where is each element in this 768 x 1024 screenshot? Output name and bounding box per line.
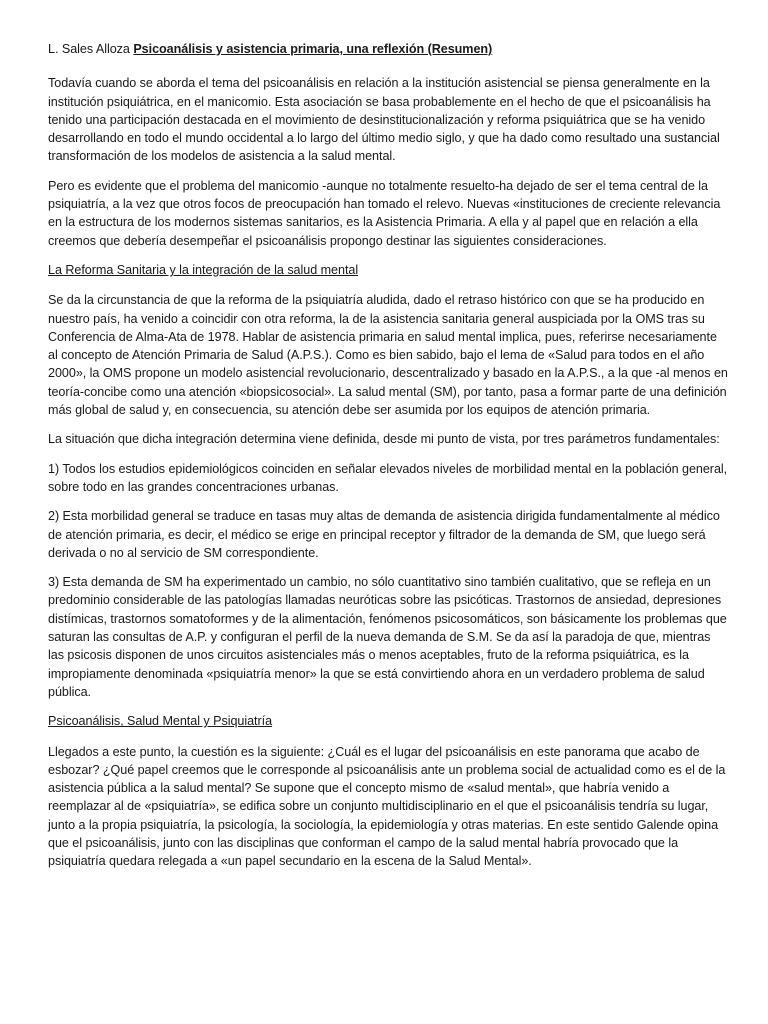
list-item-2: 2) Esta morbilidad general se traduce en tasas muy altas de demanda de asistencia dirigida fundamentalmente al médico de atención primaria, es decir, el médico se erige en principal receptor y filtrador de la demanda de SM, que luego será derivada o no al servicio de SM correspondiente. — [48, 509, 720, 560]
section-heading-psicoanalisis: Psicoanálisis, Salud Mental y Psiquiatría — [48, 714, 273, 729]
paragraph-psicoanalisis: Llegados a este punto, la cuestión es la siguiente: ¿Cuál es el lugar del psicoanálisis en este panorama que acabo de esbozar? ¿Qué papel creemos que le corresponde al psicoanálisis ante un problema social de actualidad como es el de la asistencia pública a la salud mental? Se supone que el concepto mismo de «salud mental», que habría venido a reemplazar al de «psiquiatría», se edifica sobre un conjunto multidisciplinario en el que el psicoanálisis tendría su lugar, junto a la propia psiquiatría, la psicología, la sociología, la epidemiología y otras materias. En este sentido Galende opina que el psicoanálisis, junto con las disciplinas que conforman el campo de la salud mental habría provocado que la psiquiatría quedara relegada a «un papel secundario en la escena de la Salud Mental». — [48, 744, 726, 869]
document-header — [48, 40, 728, 58]
paragraph-intro: Todavía cuando se aborda el tema del psicoanálisis en relación a la institución asistencial se piensa generalmente en la institución psiquiátrica, en el manicomio. Esta asociación se basa probablemente en el hecho de que el psicoanálisis ha tenido una participación destacada en el movimiento de desinstitucionalización y reforma psiquiátrica que se ha venido desarrollando en todo el mundo occidental a lo largo del último medio siglo, y que ha dado como resultado una sustancial transformación de los modelos de asistencia a la salud mental. — [48, 76, 720, 164]
paragraph-parametros: La situación que dicha integración determina viene definida, desde mi punto de vista, por tres parámetros fundamentales: — [48, 432, 720, 447]
paragraph-reforma: Se da la circunstancia de que la reforma de la psiquiatría aludida, dado el retraso histórico con que se ha producido en nuestro país, ha venido a coincidir con otra reforma, la de la asistencia sanitaria general auspiciada por la OMS tras su Conferencia de Alma-Ata de 1978. Hablar de asistencia primaria en salud mental implica, pues, referirse necesariamente al concepto de Atención Primaria de Salud (A.P.S.). Como es bien sabido, bajo el lema de «Salud para todos en el año 2000», la OMS propone un modelo asistencial revolucionario, descentralizado y basado en la A.P.S., a la que -al menos en teoría-concibe como una atención «biopsicosocial». La salud mental (SM), por tanto, pasa a formar parte de una definición más global de salud y, en consecuencia, su atención debe ser asumida por los equipos de atención primaria. — [48, 293, 728, 418]
section-heading-reforma: La Reforma Sanitaria y la integración de la salud mental — [48, 262, 359, 277]
document-title: Psicoanálisis y asistencia primaria, una reflexión (Resumen) — [133, 42, 493, 56]
author-name: L. Sales Alloza — [48, 42, 130, 56]
document-page — [48, 40, 728, 882]
list-item-1: 1) Todos los estudios epidemiológicos coinciden en señalar elevados niveles de morbilidad mental en la población general, sobre todo en las grandes concentraciones urbanas. — [48, 461, 728, 494]
list-item-3: 3) Esta demanda de SM ha experimentado un cambio, no sólo cuantitativo sino también cualitativo, que se refleja en un predominio considerable de las patologías llamadas neuróticas sobre las psicóticas. Trastornos de ansiedad, depresiones distímicas, trastornos somatoformes y de la alimentación, fenómenos psicosomáticos, son básicamente los problemas que saturan las consultas de A.P. y configuran el perfil de la nueva demanda de S.M. Se da así la paradoja de que, mientras las psicosis disponen de unos circuitos asistenciales más o menos aceptables, fruto de la reforma psiquiátrica, es la impropiamente denominada «psiquiatría menor» la que se está convirtiendo ahora en un verdadero problema de salud pública. — [48, 575, 727, 699]
paragraph-manicomio: Pero es evidente que el problema del manicomio -aunque no totalmente resuelto-ha dejado de ser el tema central de la psiquiatría, a la vez que otros focos de preocupación han tomado el relevo. Nuevas «instituciones de creciente relevancia en la estructura de los modernos sistemas sanitarios, es la Asistencia Primaria. A ella y al papel que en relación a ella creemos que debería desempeñar el psicoanálisis propongo destinar las siguientes consideraciones. — [48, 178, 721, 248]
